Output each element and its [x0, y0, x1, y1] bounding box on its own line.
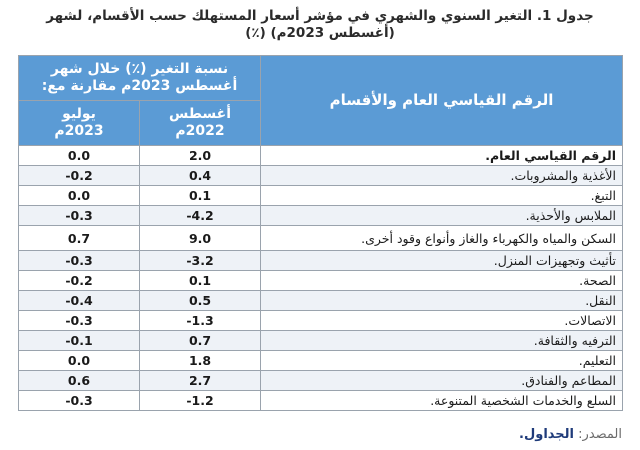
- row-annual-change: -1.3: [140, 311, 261, 331]
- row-monthly-change: -0.2: [19, 166, 140, 186]
- table-row: [19, 206, 623, 226]
- source-label: المصدر:: [578, 427, 622, 442]
- row-annual-change: 0.5: [140, 291, 261, 311]
- table-title-line-2: (أغسطس 2023م) (٪): [245, 25, 395, 41]
- table-row: [19, 226, 623, 251]
- row-annual-change: 2.0: [140, 146, 261, 166]
- row-label: النقل.: [261, 291, 623, 311]
- row-label: السكن والمياه والكهرباء والغاز وأنواع وقود أخرى.: [261, 226, 623, 251]
- table-row: [19, 146, 623, 166]
- table-row: [19, 291, 623, 311]
- header-annual: [140, 101, 261, 146]
- row-label: تأثيث وتجهيزات المنزل.: [261, 251, 623, 271]
- header-annual-line-2: 2022م: [175, 123, 225, 139]
- row-label: الملابس والأحذية.: [261, 206, 623, 226]
- header-category: الرقم القياسي العام والأقسام: [261, 56, 623, 146]
- table-row: [19, 311, 623, 331]
- row-annual-change: 0.1: [140, 271, 261, 291]
- row-label: السلع والخدمات الشخصية المتنوعة.: [261, 391, 623, 411]
- header-change-group-line-1: نسبة التغير (٪) خلال شهر: [50, 61, 229, 77]
- table-row: [19, 371, 623, 391]
- row-annual-change: -4.2: [140, 206, 261, 226]
- header-change-group-line-2: أغسطس 2023م مقارنة مع:: [41, 78, 238, 94]
- header-monthly-line-1: يوليو: [62, 106, 96, 122]
- row-annual-change: 9.0: [140, 226, 261, 251]
- cpi-table: [18, 55, 623, 411]
- table-row: [19, 166, 623, 186]
- row-annual-change: -1.2: [140, 391, 261, 411]
- row-annual-change: 0.4: [140, 166, 261, 186]
- header-annual-line-1: أغسطس: [168, 106, 232, 122]
- row-annual-change: 0.1: [140, 186, 261, 206]
- source-value: الجداول.: [519, 427, 575, 442]
- row-label: الرقم القياسي العام.: [261, 146, 623, 166]
- row-annual-change: 0.7: [140, 331, 261, 351]
- table-row: [19, 391, 623, 411]
- header-change-group: [19, 56, 261, 101]
- table-title: [20, 8, 620, 42]
- row-annual-change: 2.7: [140, 371, 261, 391]
- row-label: الترفيه والثقافة.: [261, 331, 623, 351]
- row-monthly-change: -0.3: [19, 251, 140, 271]
- row-label: التبغ.: [261, 186, 623, 206]
- row-monthly-change: -0.1: [19, 331, 140, 351]
- header-monthly: [19, 101, 140, 146]
- row-label: الصحة.: [261, 271, 623, 291]
- row-monthly-change: -0.3: [19, 311, 140, 331]
- row-monthly-change: 0.0: [19, 351, 140, 371]
- table-row: [19, 271, 623, 291]
- table-title-line-1: جدول 1. التغير السنوي والشهري في مؤشر أسعار المستهلك حسب الأقسام، لشهر: [46, 8, 594, 24]
- row-monthly-change: 0.7: [19, 226, 140, 251]
- row-label: الأغذية والمشروبات.: [261, 166, 623, 186]
- table-row: [19, 331, 623, 351]
- row-monthly-change: -0.4: [19, 291, 140, 311]
- row-annual-change: -3.2: [140, 251, 261, 271]
- row-monthly-change: 0.0: [19, 186, 140, 206]
- source-note: [519, 427, 622, 442]
- row-label: الاتصالات.: [261, 311, 623, 331]
- row-monthly-change: -0.3: [19, 391, 140, 411]
- table-row: [19, 251, 623, 271]
- table-row: [19, 186, 623, 206]
- header-monthly-line-2: 2023م: [54, 123, 104, 139]
- row-monthly-change: -0.3: [19, 206, 140, 226]
- row-monthly-change: 0.0: [19, 146, 140, 166]
- row-annual-change: 1.8: [140, 351, 261, 371]
- row-label: التعليم.: [261, 351, 623, 371]
- row-monthly-change: 0.6: [19, 371, 140, 391]
- row-label: المطاعم والفنادق.: [261, 371, 623, 391]
- row-monthly-change: -0.2: [19, 271, 140, 291]
- table-row: [19, 351, 623, 371]
